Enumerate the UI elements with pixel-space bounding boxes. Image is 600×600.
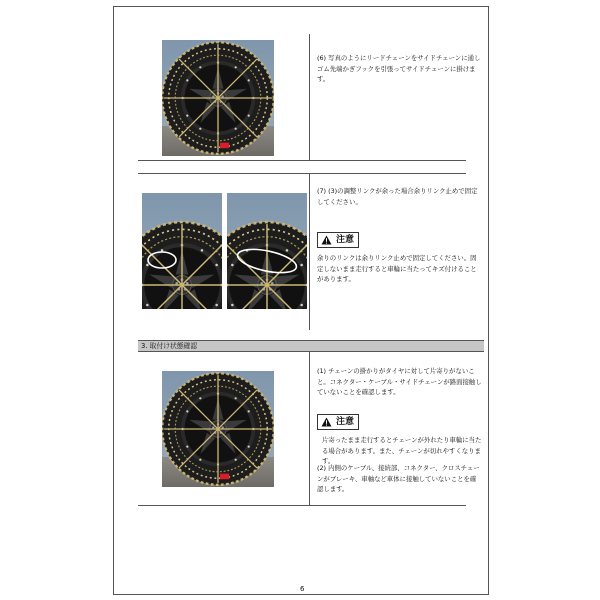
warning-triangle-icon bbox=[321, 235, 332, 245]
step6-text: (6) 写真のようにリードチェーンをサイドチェーンに通しゴム先端かぎフックを引張ってサイドチェーンに掛けます。 bbox=[317, 54, 481, 83]
caution-label: 注意 bbox=[336, 417, 355, 427]
photo-excess-link-after bbox=[227, 193, 307, 309]
warning-triangle-icon bbox=[321, 417, 332, 427]
photo-excess-link-before bbox=[142, 193, 222, 309]
section3-caution-text: 片寄ったまま走行するとチェーンが外れたり車輪に当たる場合があります。また、チェーンが切れやすくなります。 bbox=[322, 436, 482, 465]
caution-badge-section3 bbox=[317, 414, 359, 430]
page-number: 6 bbox=[300, 585, 305, 593]
section3-item1: (1) チェーンの掛かりがタイヤに対して片寄りがないこと。コネクター・ケーブル・サイドチェーンが路面接触していないことを確認します。 bbox=[317, 367, 482, 396]
row2-divider bbox=[309, 173, 310, 330]
row2-top-rule bbox=[138, 173, 466, 174]
caution-badge-step7 bbox=[317, 232, 359, 248]
section3-item2: (2) 内側のケーブル、接続部、コネクター、クロスチェーンがブレーキ、車軸など車体に接触していないことを確認します。 bbox=[317, 464, 480, 493]
row1-bottom-rule bbox=[138, 160, 466, 161]
row3-divider bbox=[309, 352, 310, 505]
step7-text: (7) (3)の調整リンクが余った場合余りリンク止めで固定してください。 bbox=[317, 187, 478, 206]
step7-caution-text: 余りのリンクは余りリンク止めで固定してください。固定しないまま走行すると車輪に当たってキズ付けることがあります。 bbox=[317, 254, 477, 283]
section3-title: 3. 取付け状態確認 bbox=[141, 342, 198, 350]
caution-label: 注意 bbox=[336, 235, 355, 245]
section3-header bbox=[138, 340, 484, 352]
photo-lead-chain-hook bbox=[162, 40, 274, 156]
row3-bottom-rule bbox=[138, 505, 466, 506]
manual-page bbox=[113, 6, 489, 595]
photo-installed-state bbox=[162, 371, 274, 487]
row1-divider bbox=[309, 34, 310, 160]
